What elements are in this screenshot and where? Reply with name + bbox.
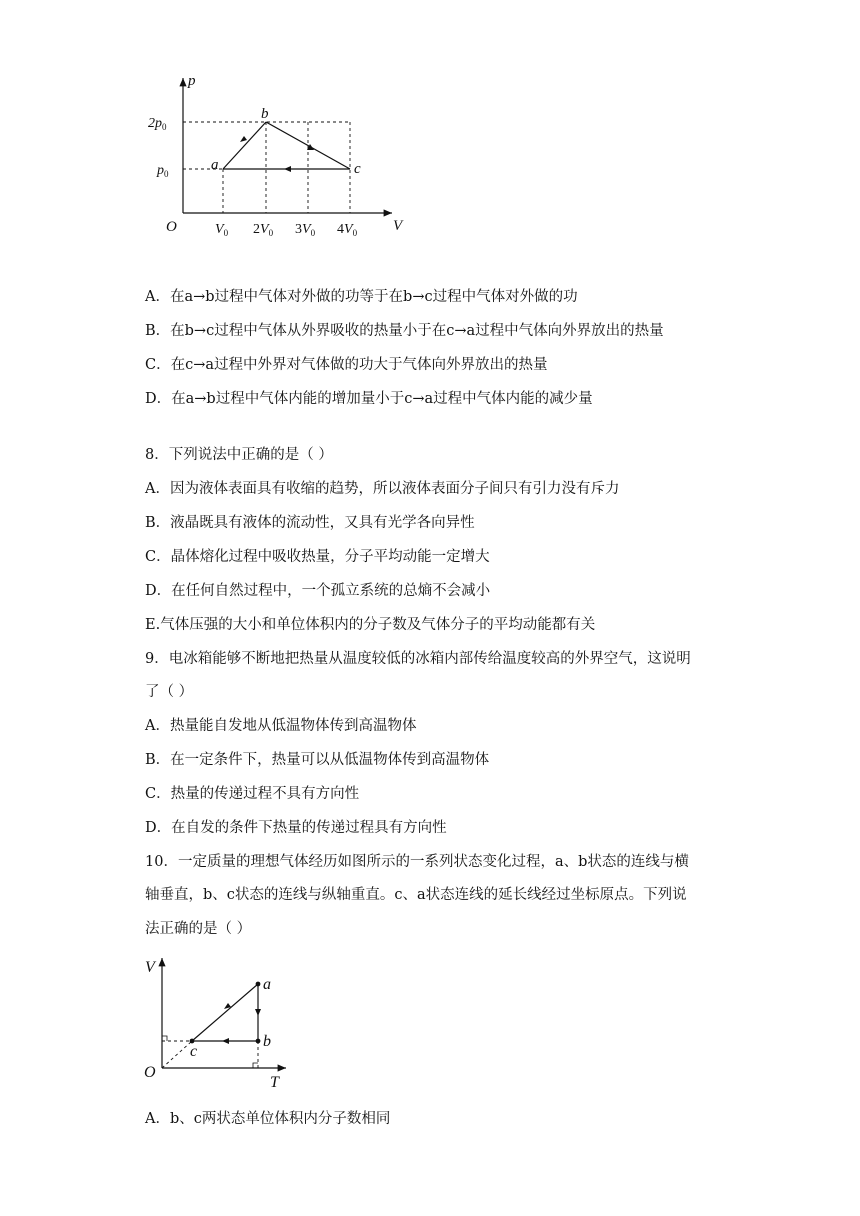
process-ca — [192, 984, 258, 1041]
q8-option-e: E.气体压强的大小和单位体积内的分子数及气体分子的平均动能都有关 — [145, 617, 596, 633]
point-c-label: c — [354, 161, 361, 177]
q8-option-a: A．因为液体表面具有收缩的趋势，所以液体表面分子间只有引力没有斥力 — [145, 481, 620, 497]
v-axis-label: V — [145, 959, 155, 976]
q10-stem-line1: 10．一定质量的理想气体经历如图所示的一系列状态变化过程，a、b状态的连线与横 — [145, 854, 689, 870]
origin-label: O — [144, 1064, 156, 1081]
q7-option-b: B．在b→c过程中气体从外界吸收的热量小于在c→a过程中气体向外界放出的热量 — [145, 323, 664, 339]
arrow-ab — [240, 136, 247, 142]
point-a-label: a — [211, 157, 219, 173]
p-axis-label: p — [188, 73, 196, 89]
vt-diagram — [140, 950, 300, 1090]
tick-p0: $p_0$ — [157, 163, 169, 179]
q9-option-d: D．在自发的条件下热量的传递过程具有方向性 — [145, 820, 447, 836]
tick-3v0: $3V_0$ — [295, 222, 316, 238]
q7-option-d: D．在a→b过程中气体内能的增加量小于c→a过程中气体内能的减少量 — [145, 391, 593, 407]
q10-option-a: A．b、c两状态单位体积内分子数相同 — [145, 1111, 391, 1127]
q9-option-a: A．热量能自发地从低温物体传到高温物体 — [145, 718, 417, 734]
point-b-label: b — [263, 1033, 271, 1050]
point-b-label: b — [261, 106, 269, 122]
q8-option-c: C．晶体熔化过程中吸收热量，分子平均动能一定增大 — [145, 549, 490, 565]
pv-diagram — [140, 70, 420, 245]
tick-v0: $V_0$ — [215, 222, 229, 238]
q10-stem-line3: 法正确的是（ ） — [145, 921, 252, 937]
tick-2v0: $2V_0$ — [253, 222, 274, 238]
q10-stem-line2: 轴垂直，b、c状态的连线与纵轴重直。c、a状态连线的延长线经过坐标原点。下列说 — [145, 887, 687, 903]
point-a-label: a — [263, 976, 271, 993]
q9-stem-line1: 9．电冰箱能够不断地把热量从温度较低的冰箱内部传给温度较高的外界空气，这说明 — [145, 651, 691, 667]
arrow-ca — [284, 166, 291, 172]
q7-option-a: A．在a→b过程中气体对外做的功等于在b→c过程中气体对外做的功 — [145, 289, 578, 305]
q8-option-d: D．在任何自然过程中，一个孤立系统的总熵不会减小 — [145, 583, 491, 599]
point-c-label: c — [190, 1043, 198, 1060]
v-axis-label: V — [393, 218, 403, 234]
origin-label: O — [166, 219, 177, 235]
tick-2p0: $2p_0$ — [148, 116, 167, 132]
arrow-ab — [255, 1009, 261, 1016]
q8-option-b: B．液晶既具有液体的流动性，又具有光学各向异性 — [145, 515, 475, 531]
process-ab — [223, 122, 266, 169]
q9-stem-line2: 了（ ） — [145, 684, 194, 700]
q9-option-c: C．热量的传递过程不具有方向性 — [145, 786, 360, 802]
arrow-bc — [222, 1038, 229, 1044]
q9-option-b: B．在一定条件下，热量可以从低温物体传到高温物体 — [145, 752, 490, 768]
t-axis-label: T — [270, 1074, 279, 1090]
q7-option-c: C．在c→a过程中外界对气体做的功大于气体向外界放出的热量 — [145, 357, 548, 373]
q8-stem: 8．下列说法中正确的是（ ） — [145, 447, 333, 463]
tick-4v0: $4V_0$ — [337, 222, 358, 238]
